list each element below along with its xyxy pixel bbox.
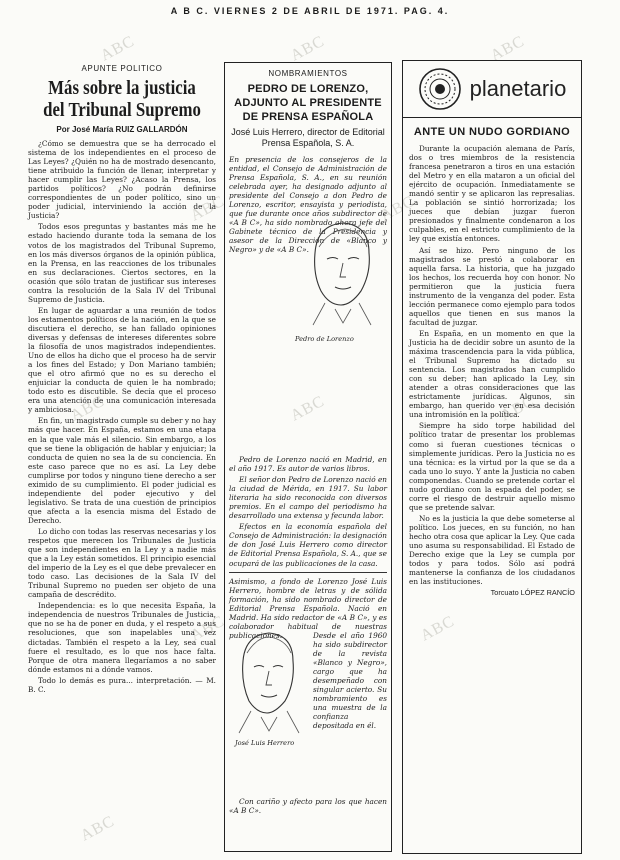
paragraph: El señor don Pedro de Lorenzo nació en la ciudad de Mérida, en 1917. Su labor literaria ha sido reconocida con diversos premios. En el campo del periodismo ha desarrollado una extensa y fecunda labor. (229, 475, 387, 521)
herrero-side-text (313, 631, 387, 731)
watermark: ABC (287, 392, 328, 425)
article-subtitle: José Luis Herrero, director de Editorial Prensa Española, S. A. (231, 127, 385, 148)
paragraph: Pedro de Lorenzo nació en Madrid, en el año 1917. Es autor de varios libros. (229, 455, 387, 474)
paragraph: No es la justicia la que debe someterse al político. Los jueces, en su función, no han hecho otra cosa que aplicar la Ley. Que cada uno asuma su responsabilidad. El Estado de Derecho exige que la Ley se cumpla por todos y para todos. Sólo así podrá mantenerse la confianza de los ciudadanos en las instituciones. (409, 513, 575, 587)
planet-logo-icon (418, 67, 462, 111)
lorenzo-block (229, 155, 387, 455)
article-body (28, 139, 216, 694)
paragraph: Asimismo, a fondo de Lorenzo José Luis Herrero, hombre de letras y de sólida formación, ha sido nombrado director de Editorial Prensa Española. Nació en Madrid. Ha sido redactor de «A B C», y es colaborador habitual de nuestras publicaciones. (229, 576, 387, 640)
paragraph: En presencia de los consejeros de la entidad, el Consejo de Administración de Prensa Española, S. A., en su reunión celebrada ayer, ha designado adjunto al presidente del Consejo a don Pedro de Lorenzo, escritor, ensayista y periodista, que fue durante once años subdirector de «A B C», ha sido nombrado ahora jefe del Gabinete técnico de la Presidencia y asesor de la Dirección de «Blanco y Negro» y de «A B C». (229, 155, 387, 255)
column-appointments (224, 62, 392, 852)
paragraph: Durante la ocupación alemana de París, dos o tres miembros de la resistencia francesa penetraron a tiros en una estación del Metro y en ella mataron a un oficial del ejército de ocupación. Inmediatamente se mandó sentir y se aplicaron las represalias. La población se sintió horrorizada; los jueces que debían juzgar fueron presionados y finalmente condenaron a los culpables, en el estricto cumplimiento de la ley que existía entonces. (409, 144, 575, 244)
column-planetario (402, 60, 582, 854)
watermark: ABC (67, 392, 108, 425)
herrero-block (229, 577, 387, 797)
paragraph: Efectos en la economía española del Consejo de Administración: la designación de don José Luis Herrero como director de Editorial Prensa Española, S. A., que se ocupará de las publicaciones de la casa. (229, 522, 387, 568)
watermark: ABC (487, 32, 528, 65)
column-political-note (28, 64, 216, 854)
portrait-caption: José Luis Herrero (235, 738, 295, 747)
paragraph: Así se hizo. Pero ninguno de los magistrados se prestó a colaborar en aquella farsa. La historia, que ha juzgado los hechos, los recuerda hoy con honor. No permitieron que la justicia fuera instrumento de la venganza del poder. Esta lección permanece como ejemplo para todos aquellos que tienen en sus manos la facultad de juzgar. (409, 245, 575, 327)
paragraph: Independencia: es lo que necesita España, la independencia de nuestros Tribunales de Justicia, que no se ha de poner en duda, y el respeto a sus resoluciones, que son inapelables una vez dictadas. También el respeto a la Ley, sea cual fuere el resultado, es lo que nos hace falta. Porque de otra manera llegaríamos a no saber dónde estamos ni a dónde vamos. (28, 601, 216, 674)
paragraph: Siempre ha sido torpe habilidad del político tratar de presentar los problemas como si fueran cuestiones técnicas o simplemente jurídicas. Pero la Justicia no es una técnica: es la virtud por la que se da a cada uno lo suyo. Y ante la Justicia no caben componendas. Cuando se pretende cortar el nudo gordiano con la espada del poder, se corre el riesgo de destruir aquello mismo que se pretende salvar. (409, 421, 575, 512)
herrero-portrait-illustration (229, 627, 309, 737)
divider (229, 572, 387, 573)
article-title: Más sobre la justicia del Tribunal Supremo (43, 77, 201, 121)
lorenzo-portrait-illustration (295, 213, 387, 333)
planetario-header (403, 61, 581, 118)
paragraph: Todo lo demás es pura... interpretación. — M. B. C. (28, 675, 216, 694)
article-byline: Por José María RUIZ GALLARDÓN (56, 125, 188, 134)
portrait-caption: Pedro de Lorenzo (295, 335, 354, 343)
section-kicker: APUNTE POLITICO (81, 64, 163, 73)
page-masthead: A B C. VIERNES 2 DE ABRIL DE 1971. PAG. 4. (170, 6, 450, 16)
watermark: ABC (287, 32, 328, 65)
paragraph: Con cariño y afecto para los que hacen «A B C». (229, 796, 387, 815)
article-title: ANTE UN NUDO GORDIANO (413, 126, 571, 138)
planetario-logo-text: planetario (469, 76, 567, 101)
watermark: ABC (377, 192, 418, 225)
article-closing (229, 797, 387, 815)
article-body (409, 144, 575, 586)
watermark: ABC (417, 612, 458, 645)
watermark: ABC (97, 32, 138, 65)
article-body (229, 455, 387, 568)
paragraph: Lo dicho con todas las reservas necesarias y los respetos que merecen los Tribunales de Justicia que son independientes en la Ley y a nadie más que a la Ley están sometidos. El principio esencial del imperio de la Ley es el que debe prevalecer en todo caso. Las decisiones de la Sala IV del Tribunal Supremo no pueden ser objeto de una campaña de descrédito. (28, 526, 216, 600)
section-kicker: NOMBRAMIENTOS (268, 69, 348, 78)
paragraph: En lugar de aguardar a una reunión de todos los estamentos políticos de la nación, en la que se discutiera el derecho, se han fallado opiniones diversas y defensas de intereses diferentes sobre la filosofía de unos magistrados independientes. Uno de ellos ha dicho que el proceso ha de servir a los fines del Estado; y Don Mariano también; que el otro afirmó que no es su derecho el enjuiciar la conducta de quien le ha nombrado; todo esto es discutible. Se decía que el proceso era una atención de una comunicación interesada y ambiciosa. (28, 305, 216, 415)
watermark: ABC (187, 192, 228, 225)
paragraph: Todos esos preguntas y bastantes más me he estado haciendo durante toda la semana de los votos de los magistrados del Tribunal Supremo, en los más diversos órganos de la opinión pública, en la Prensa, en las reacciones de los tribunales en sus declaraciones. Ciertos sectores, en la ocasión que sólo tratan de justificar sus intereses contra la resolución de la Sala IV del Tribunal Supremo de Justicia. (28, 222, 216, 304)
paragraph: ¿Cómo se demuestra que se ha derrocado el sistema de los independientes en el proceso de Las Leyes? ¿Quién no ha de mostrado desencanto, tiene atribuido la función de llenar, interpretar y hacer cumplir las Leyes? ¿Acaso la Prensa, los partidos políticos? ¿No podrán definirse correspondientes de un poder político, sino un poder judicial, interviniendo la acción de la Justicia? (28, 139, 216, 221)
paragraph: En España, en un momento en que la Justicia ha de decidir sobre un asunto de la máxima trascendencia para la vida pública, el Tribunal Supremo ha dictado su sentencia. Los magistrados han cumplido con su deber; han aplicado la Ley, sin atender a otras consideraciones que las estrictamente jurídicas. Algunos, sin embargo, han querido ver en esa decisión una intromisión en la política. (409, 328, 575, 420)
watermark: ABC (187, 612, 228, 645)
paragraph: Desde el año 1960 ha sido subdirector de la revista «Blanco y Negro», cargo que ha desempeñado con singular acierto. Su nombramiento es una muestra de la confianza depositada en él. (313, 630, 387, 731)
watermark: ABC (497, 392, 538, 425)
article-signature: Torcuato LÓPEZ RANCÍO (490, 588, 575, 598)
watermark: ABC (77, 812, 118, 845)
paragraph: En fin, un magistrado cumple su deber y no hay más que hacer. En España, estamos en una etapa en la que vale más el silencio. Sin embargo, a los que se tiene la obligación de hablar y enjuiciar; la conducta de quien no sea la de su conciencia. En este caso parece que no es así. La Ley debe cumplirse por todos y ninguno tiene derecho a ser eximido de su cumplimiento. El poder judicial es independiente del poder ejecutivo y del legislativo. Se trata de una cuestión de principios que afecta a la esencia misma del Estado de Derecho. (28, 416, 216, 525)
article-title: PEDRO DE LORENZO, ADJUNTO AL PRESIDENTE DE PRENSA ESPAÑOLA (234, 83, 382, 123)
